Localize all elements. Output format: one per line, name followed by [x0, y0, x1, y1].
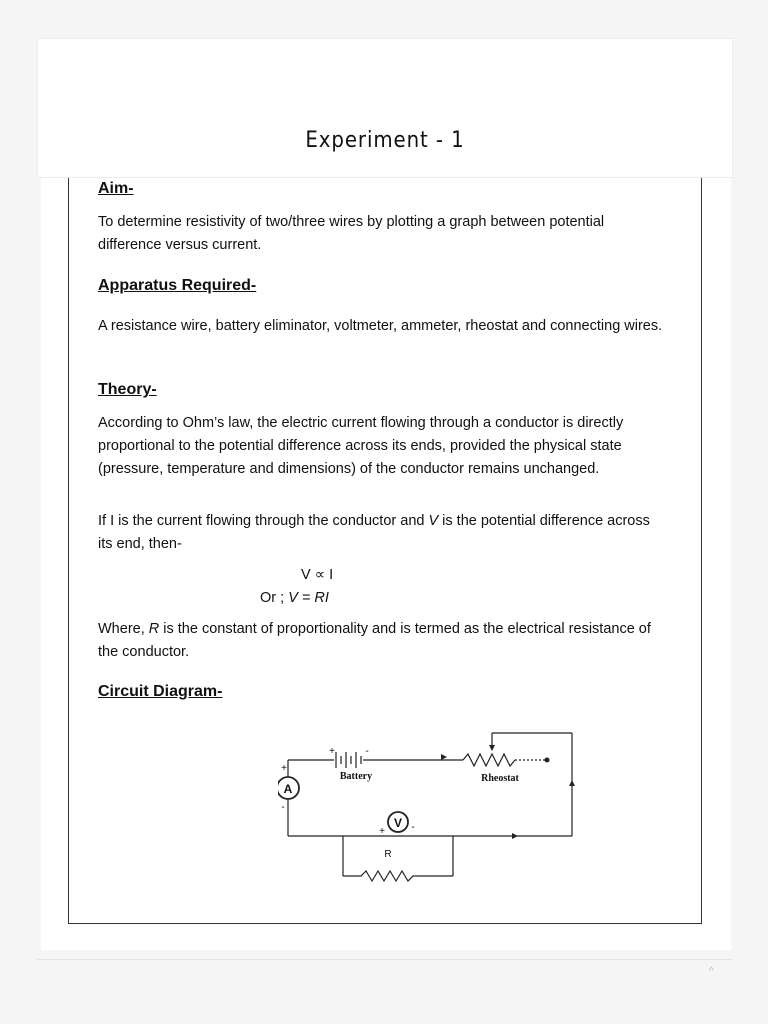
circuit-heading: Circuit Diagram-	[98, 683, 223, 700]
ammeter-label: A	[283, 782, 293, 796]
arrow-top	[441, 754, 447, 760]
theory-paragraph-2-part-a: If I is the current flowing through the conductor and	[98, 513, 429, 529]
apparatus-heading: Apparatus Required-	[98, 277, 257, 294]
resistor-label: R	[384, 849, 392, 860]
rheostat-terminal-dot	[545, 758, 550, 763]
aim-text: To determine resistivity of two/three wires by plotting a graph between potential difference versus current.	[98, 214, 605, 253]
battery-plus: +	[329, 746, 335, 757]
ammeter-plus: +	[281, 763, 287, 774]
page-title: Experiment - 1	[305, 128, 465, 153]
voltmeter-plus: +	[379, 826, 385, 837]
page-divider	[37, 959, 733, 960]
apparatus-text: A resistance wire, battery eliminator, voltmeter, ammeter, rheostat and connecting wires.	[98, 318, 663, 334]
equation-proportional: V ∝ I	[301, 567, 334, 583]
equation-v-equals-ri: V = RI	[288, 590, 329, 606]
theory-paragraph-2-part-b: is the potential difference across its end, then-	[98, 513, 650, 552]
theory-heading: Theory-	[98, 381, 157, 398]
ammeter-minus: -	[281, 802, 285, 813]
chevron-up-icon[interactable]: ^	[709, 966, 714, 977]
battery-label: Battery	[339, 771, 373, 782]
battery-symbol	[336, 752, 361, 768]
battery-minus: -	[365, 746, 369, 757]
page-header	[37, 38, 733, 178]
voltmeter-minus: -	[411, 822, 415, 833]
rheostat-slider-arrow	[489, 745, 495, 751]
voltmeter-label: V	[393, 816, 403, 830]
equation-ohms-law	[260, 590, 329, 606]
resistance-symbol: R	[148, 621, 160, 637]
theory-paragraph-3-part-b: is the constant of proportionality and is termed as the electrical resistance of the conductor.	[98, 621, 651, 660]
circuit-diagram	[278, 724, 578, 884]
theory-paragraph-3-part-a: Where,	[98, 621, 149, 637]
rheostat-label: Rheostat	[481, 773, 519, 784]
theory-paragraph-3	[98, 618, 668, 664]
theory-paragraph-1: According to Ohm’s law, the electric current flowing through a conductor is directly proportional to the potential difference across its ends, provided the physical state (pressure, temperature and dimensions) of the conductor remains unchanged.	[98, 415, 624, 477]
equation-prefix: Or ;	[260, 590, 289, 606]
resistor-coil	[343, 871, 453, 881]
arrow-bottom	[512, 833, 518, 839]
theory-paragraph-2	[98, 510, 668, 556]
rheostat-coil	[463, 754, 515, 766]
document-frame	[68, 178, 702, 924]
voltage-symbol: V	[428, 513, 439, 529]
aim-heading: Aim-	[98, 180, 134, 197]
arrow-right	[569, 780, 575, 786]
